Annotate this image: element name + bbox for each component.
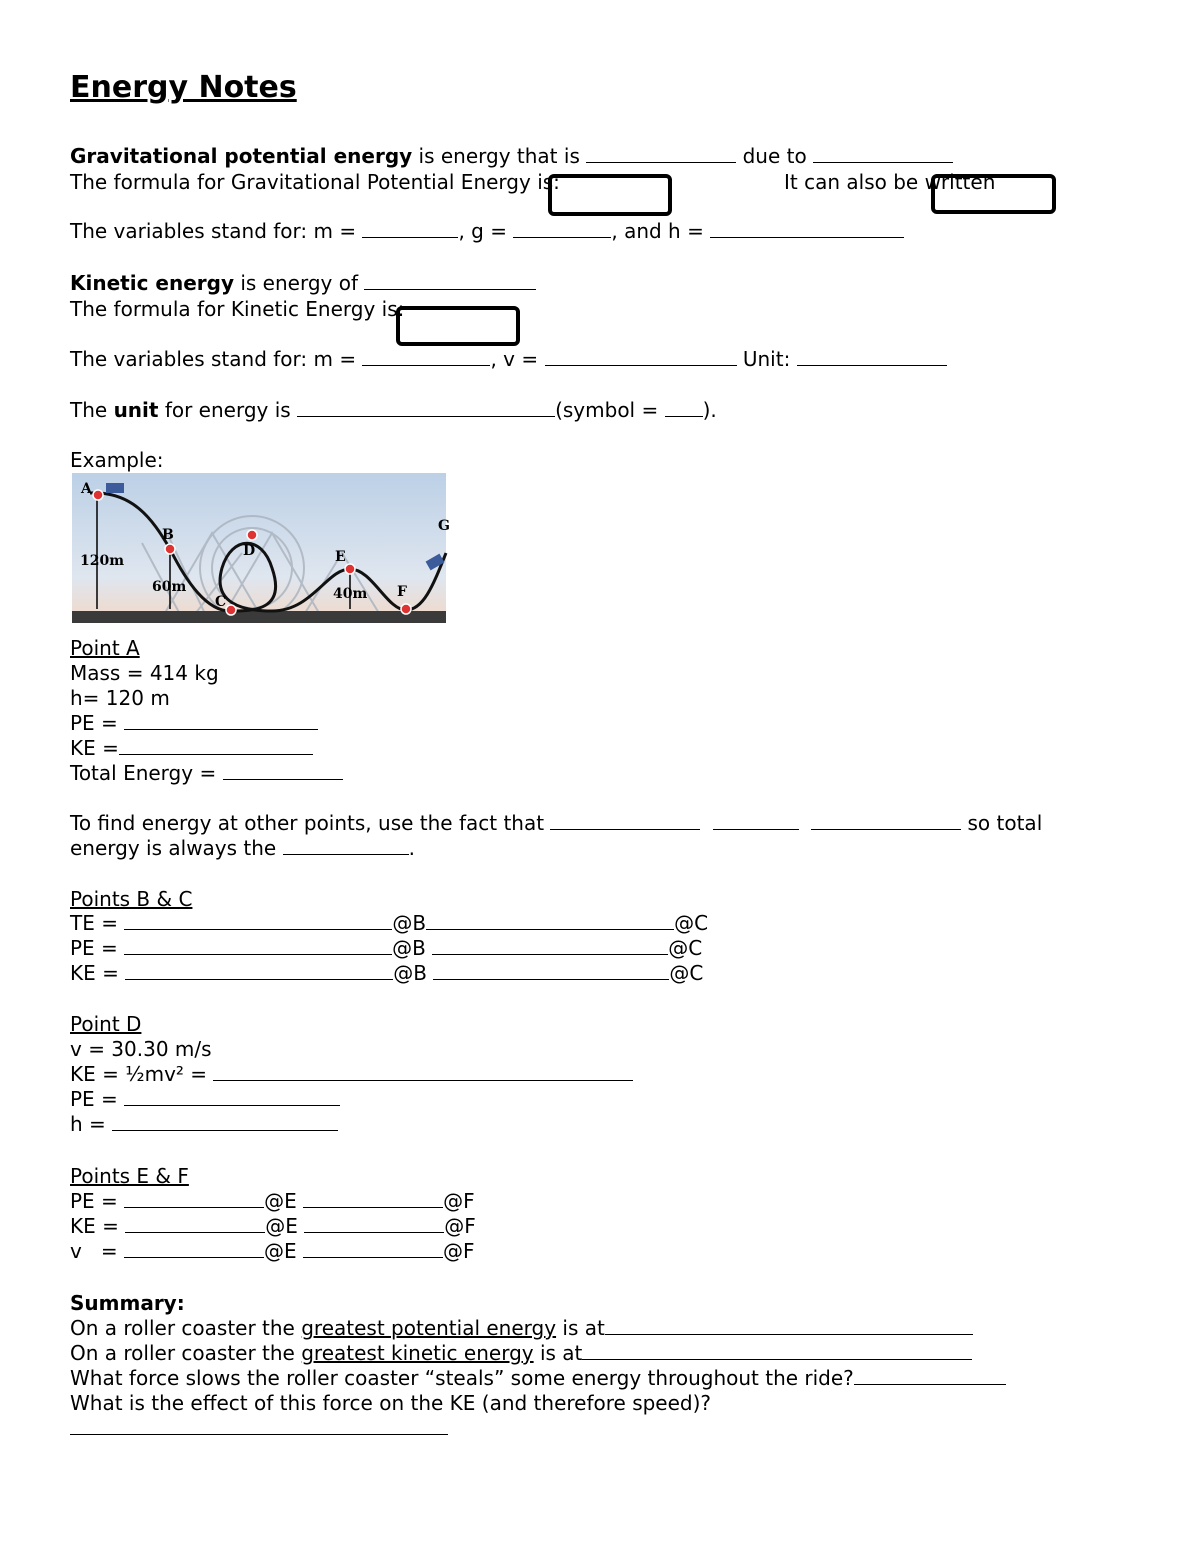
point-a-ke <box>70 736 313 761</box>
ef-ke-f-blank[interactable] <box>304 1214 444 1233</box>
ef-ke-e-blank[interactable] <box>125 1214 265 1233</box>
bc-pe-label: PE = <box>70 936 118 960</box>
ke-unit-blank[interactable] <box>797 347 947 366</box>
coaster-car-icon <box>106 483 124 493</box>
label-C: C <box>215 594 227 610</box>
summary-q2-text: On a roller coaster the <box>70 1341 295 1365</box>
summary-heading <box>70 1291 185 1316</box>
conservation-blank-2[interactable] <box>713 811 799 830</box>
point-a-heading: Point A <box>70 636 140 660</box>
point-a-pe <box>70 711 318 736</box>
conservation-blank-1[interactable] <box>550 811 700 830</box>
ke-variables <box>70 347 947 372</box>
ef-pe-e: @E <box>264 1189 297 1213</box>
point-a-total-blank[interactable] <box>223 761 343 780</box>
point-d-pe-blank[interactable] <box>124 1087 340 1106</box>
label-E: E <box>335 549 346 565</box>
points-bc-ke <box>70 961 703 986</box>
bc-te-c-blank[interactable] <box>426 911 674 930</box>
conservation-text: To find energy at other points, use the fact that <box>70 811 545 835</box>
ke-term: Kinetic energy <box>70 271 234 295</box>
page-title: Energy Notes <box>70 70 297 105</box>
summary-q1-text-2: is at <box>562 1316 605 1340</box>
height-40m: 40m <box>333 586 368 602</box>
ef-ke-label: KE = <box>70 1214 119 1238</box>
point-d-heading: Point D <box>70 1012 142 1036</box>
height-120m: 120m <box>80 553 125 569</box>
summary-q1-text: On a roller coaster the <box>70 1316 295 1340</box>
gpe-def-text-2: due to <box>742 144 807 168</box>
summary-q3-text: What force slows the roller coaster “steals” some energy throughout the ride? <box>70 1366 854 1390</box>
gpe-formula-text: The formula for Gravitational Potential Energy is: <box>70 170 560 194</box>
point-d-pe <box>70 1087 340 1112</box>
bc-ke-c: @C <box>669 961 704 985</box>
bc-pe-b-blank[interactable] <box>124 936 392 955</box>
points-bc-te <box>70 911 708 936</box>
bc-te-label: TE = <box>70 911 118 935</box>
ef-v-label: v = <box>70 1239 118 1263</box>
bc-pe-c-blank[interactable] <box>432 936 668 955</box>
bc-te-b-blank[interactable] <box>124 911 392 930</box>
conservation-text-2: so total <box>967 811 1043 835</box>
point-d-ke-label: KE = ½mv² = <box>70 1062 208 1086</box>
gpe-vars-text: The variables stand for: m = <box>70 219 357 243</box>
ke-vars-text-2: , v = <box>490 347 539 371</box>
points-ef-pe <box>70 1189 475 1214</box>
label-G: G <box>438 518 450 534</box>
gpe-term: Gravitational potential energy <box>70 144 413 168</box>
conservation-blank-3[interactable] <box>811 811 961 830</box>
ke-formula-line <box>70 297 404 322</box>
conservation-text-3: energy is always the <box>70 836 277 860</box>
point-a-total <box>70 761 343 786</box>
points-bc-pe <box>70 936 702 961</box>
unit-word: unit <box>113 398 159 422</box>
conservation-line-2 <box>70 836 415 861</box>
summary-q2-text-2: is at <box>539 1341 583 1365</box>
example-label: Example: <box>70 448 164 472</box>
gpe-g-blank[interactable] <box>513 219 611 238</box>
ef-pe-e-blank[interactable] <box>124 1189 264 1208</box>
ef-ke-e: @E <box>265 1214 298 1238</box>
gpe-vars-text-3: , and h = <box>611 219 704 243</box>
unit-symbol-close: ). <box>702 398 717 422</box>
ef-pe-f-blank[interactable] <box>303 1189 443 1208</box>
summary-q4 <box>70 1391 711 1416</box>
summary-q2-blank[interactable] <box>582 1341 972 1360</box>
summary-q1-emphasis: greatest potential energy <box>301 1316 557 1340</box>
gpe-alt-formula-box[interactable] <box>931 174 1056 214</box>
summary-q3-blank[interactable] <box>854 1366 1006 1385</box>
ke-unit-text: Unit: <box>742 347 791 371</box>
summary-q2 <box>70 1341 972 1366</box>
summary-q3 <box>70 1366 1006 1391</box>
unit-symbol-text: (symbol = <box>555 398 659 422</box>
summary-heading-text: Summary: <box>70 1291 185 1315</box>
bc-te-c: @C <box>674 911 709 935</box>
bc-ke-b: @B <box>393 961 427 985</box>
conservation-period: . <box>408 836 415 860</box>
point-d-h-blank[interactable] <box>112 1112 338 1131</box>
bc-ke-label: KE = <box>70 961 119 985</box>
summary-q4-answer <box>70 1416 448 1441</box>
point-d-velocity: v = 30.30 m/s <box>70 1037 212 1061</box>
height-60m: 60m <box>152 579 187 595</box>
summary-q1 <box>70 1316 973 1341</box>
bc-pe-b: @B <box>392 936 426 960</box>
unit-blank[interactable] <box>297 398 555 417</box>
gpe-vars-text-2: , g = <box>458 219 507 243</box>
ke-vars-text: The variables stand for: m = <box>70 347 357 371</box>
points-ef-ke <box>70 1214 476 1239</box>
gpe-blank-1[interactable] <box>586 144 736 163</box>
gpe-also-text: It can also be written <box>784 170 996 194</box>
points-bc-heading: Points B & C <box>70 887 193 911</box>
summary-q1-blank[interactable] <box>605 1316 973 1335</box>
ef-v-e: @E <box>264 1239 297 1263</box>
ke-def-text: is energy of <box>240 271 358 295</box>
gpe-formula-line <box>70 170 560 195</box>
gpe-definition <box>70 144 953 169</box>
point-a-ke-blank[interactable] <box>119 736 313 755</box>
gpe-def-text: is energy that is <box>418 144 580 168</box>
bc-ke-b-blank[interactable] <box>125 961 393 980</box>
point-d-ke <box>70 1062 633 1087</box>
conservation-line-1 <box>70 811 1042 836</box>
unit-text-2: for energy is <box>164 398 291 422</box>
summary-q4-text: What is the effect of this force on the KE (and therefore speed)? <box>70 1391 712 1415</box>
points-ef-heading: Points E & F <box>70 1164 189 1188</box>
unit-line <box>70 398 717 423</box>
ke-v-blank[interactable] <box>545 347 737 366</box>
point-d-ke-blank[interactable] <box>213 1062 633 1081</box>
gpe-m-blank[interactable] <box>362 219 458 238</box>
summary-q4-blank[interactable] <box>70 1416 448 1435</box>
point-d-h <box>70 1112 338 1137</box>
ef-v-e-blank[interactable] <box>124 1239 264 1258</box>
ef-pe-label: PE = <box>70 1189 118 1213</box>
gpe-formula-box[interactable] <box>548 174 672 216</box>
point-a-mass: Mass = 414 kg <box>70 661 219 685</box>
ef-v-f-blank[interactable] <box>303 1239 443 1258</box>
point-a-height: h= 120 m <box>70 686 170 710</box>
label-A: A <box>81 481 92 497</box>
point-a-pe-blank[interactable] <box>124 711 318 730</box>
ef-v-f: @F <box>443 1239 475 1263</box>
point-a-pe-label: PE = <box>70 711 118 735</box>
ke-definition <box>70 271 536 296</box>
summary-q2-emphasis: greatest kinetic energy <box>301 1341 534 1365</box>
points-ef-v <box>70 1239 475 1264</box>
label-D: D <box>243 543 256 559</box>
ke-m-blank[interactable] <box>362 347 490 366</box>
roller-coaster-diagram <box>72 473 450 623</box>
roller-coaster-svg <box>72 473 450 623</box>
point-a-ke-label: KE = <box>70 736 119 760</box>
bc-ke-c-blank[interactable] <box>433 961 669 980</box>
label-F: F <box>397 584 407 600</box>
label-B: B <box>162 527 174 543</box>
ground <box>72 611 446 623</box>
point-d-pe-label: PE = <box>70 1087 118 1111</box>
ef-ke-f: @F <box>444 1214 476 1238</box>
gpe-h-blank[interactable] <box>710 219 904 238</box>
gpe-blank-2[interactable] <box>813 144 953 163</box>
conservation-blank-4[interactable] <box>283 836 409 855</box>
unit-symbol-blank[interactable] <box>665 398 703 417</box>
ke-formula-text: The formula for Kinetic Energy is: <box>70 297 405 321</box>
point-d-h-label: h = <box>70 1112 106 1136</box>
bc-te-b: @B <box>392 911 427 935</box>
ef-pe-f: @F <box>443 1189 475 1213</box>
unit-text: The <box>70 398 108 422</box>
bc-pe-c: @C <box>668 936 703 960</box>
ke-blank[interactable] <box>364 271 536 290</box>
point-a-total-label: Total Energy = <box>70 761 217 785</box>
gpe-variables <box>70 219 904 244</box>
ke-formula-box[interactable] <box>396 306 520 346</box>
